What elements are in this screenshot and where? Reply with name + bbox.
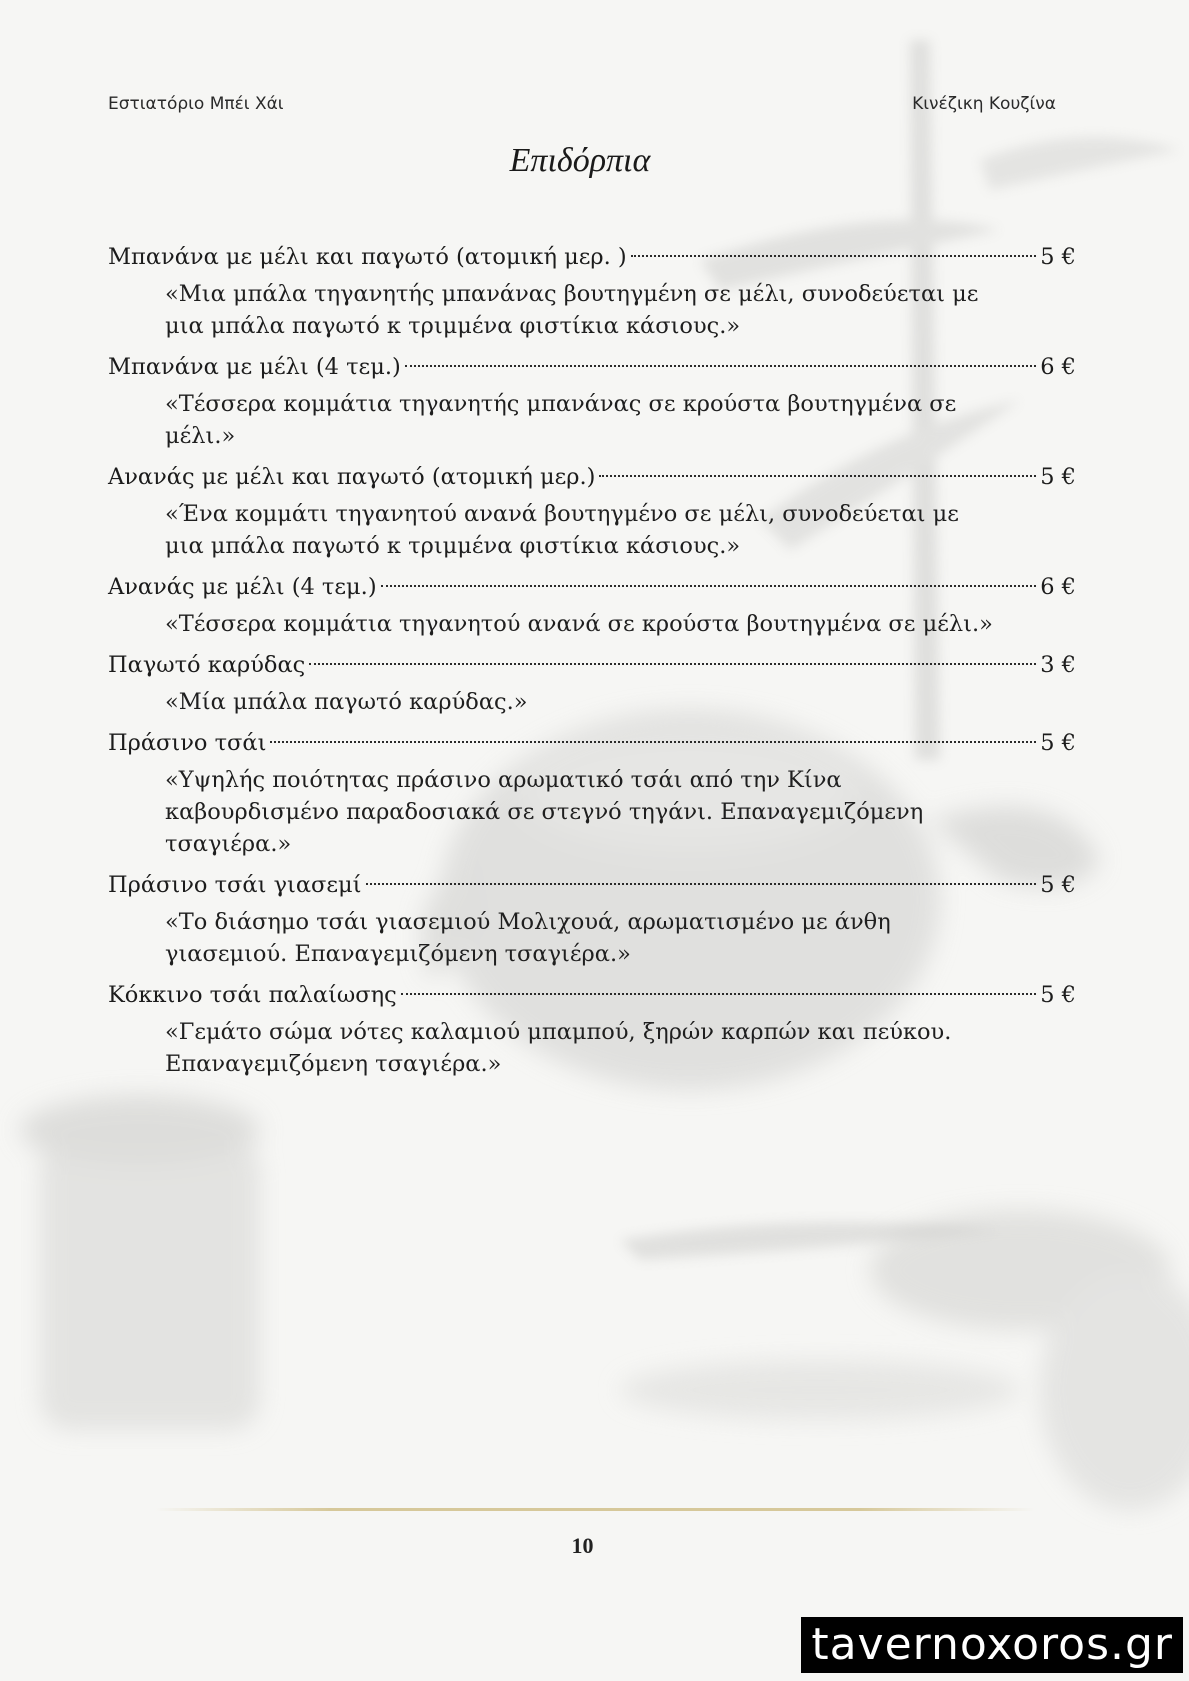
item-description: «Υψηλής ποιότητας πράσινο αρωματικό τσάι από την Κίνα καβουρδισμένο παραδοσιακά σε στεγνό τηγάνι. Επαναγεμιζόμενη τσαγιέρα.» (165, 767, 924, 857)
dot-leader (599, 475, 1036, 477)
menu-item (108, 868, 1076, 970)
item-name: Παγωτό καρύδας (108, 652, 306, 678)
menu-item (108, 240, 1076, 342)
item-description: «Ένα κομμάτι τηγανητού ανανά βουτηγμένο σε μέλι, συνοδεύεται με μια μπάλα παγωτό κ τριμμένα φιστίκια κάσιους.» (165, 501, 959, 559)
item-name: Πράσινο τσάι γιασεμί (108, 872, 362, 898)
item-description: «Μια μπάλα τηγανητής μπανάνας βουτηγμένη σε μέλι, συνοδεύεται με μια μπάλα παγωτό κ τριμμένα φιστίκια κάσιους.» (165, 281, 979, 339)
item-description: «Γεμάτο σώμα νότες καλαμιού μπαμπού, ξηρών καρπών και πεύκου. Επαναγεμιζόμενη τσαγιέρα.» (165, 1019, 952, 1077)
page-title: Επιδόρπια (509, 142, 651, 179)
page-number: 10 (571, 1533, 594, 1558)
dot-leader (381, 585, 1037, 587)
dot-leader (366, 883, 1037, 885)
item-name: Πράσινο τσάι (108, 730, 267, 756)
item-price: 5 € (1040, 464, 1076, 490)
item-description: «Το διάσημο τσάι γιασεμιού Μολιχουά, αρωματισμένο με άνθη γιασεμιού. Επαναγεμιζόμενη τσαγιέρα.» (165, 909, 891, 967)
item-description: «Τέσσερα κομμάτια τηγανητού ανανά σε κρούστα βουτηγμένα σε μέλι.» (165, 611, 993, 637)
dot-leader (401, 993, 1037, 995)
cuisine-label: Κινέζικη Κουζίνα (912, 94, 1056, 114)
menu-item (108, 460, 1076, 562)
menu-list (108, 240, 1076, 1088)
item-price: 5 € (1040, 244, 1076, 270)
item-description: «Τέσσερα κομμάτια τηγανητής μπανάνας σε κρούστα βουτηγμένα σε μέλι.» (165, 391, 957, 449)
item-price: 5 € (1040, 872, 1076, 898)
site-watermark: tavernoxoros.gr (801, 1617, 1183, 1673)
item-price: 6 € (1040, 354, 1076, 380)
item-description: «Μία μπάλα παγωτό καρύδας.» (165, 689, 528, 715)
menu-item (108, 648, 1076, 718)
footer-rule (155, 1508, 1035, 1511)
item-price: 3 € (1040, 652, 1076, 678)
dot-leader (270, 741, 1036, 743)
menu-item (108, 726, 1076, 860)
item-price: 6 € (1040, 574, 1076, 600)
menu-item (108, 978, 1076, 1080)
dot-leader (631, 255, 1036, 257)
menu-item (108, 350, 1076, 452)
page-header (108, 94, 1056, 114)
restaurant-name: Εστιατόριο Μπέι Χάι (108, 94, 284, 114)
item-name: Ανανάς με μέλι και παγωτό (ατομική μερ.) (108, 464, 596, 490)
item-name: Κόκκινο τσάι παλαίωσης (108, 982, 397, 1008)
item-price: 5 € (1040, 982, 1076, 1008)
item-name: Ανανάς με μέλι (4 τεμ.) (108, 574, 377, 600)
menu-item (108, 570, 1076, 640)
item-name: Μπανάνα με μέλι και παγωτό (ατομική μερ. ) (108, 244, 627, 270)
item-price: 5 € (1040, 730, 1076, 756)
item-name: Μπανάνα με μέλι (4 τεμ.) (108, 354, 401, 380)
dot-leader (309, 663, 1036, 665)
dot-leader (405, 365, 1036, 367)
